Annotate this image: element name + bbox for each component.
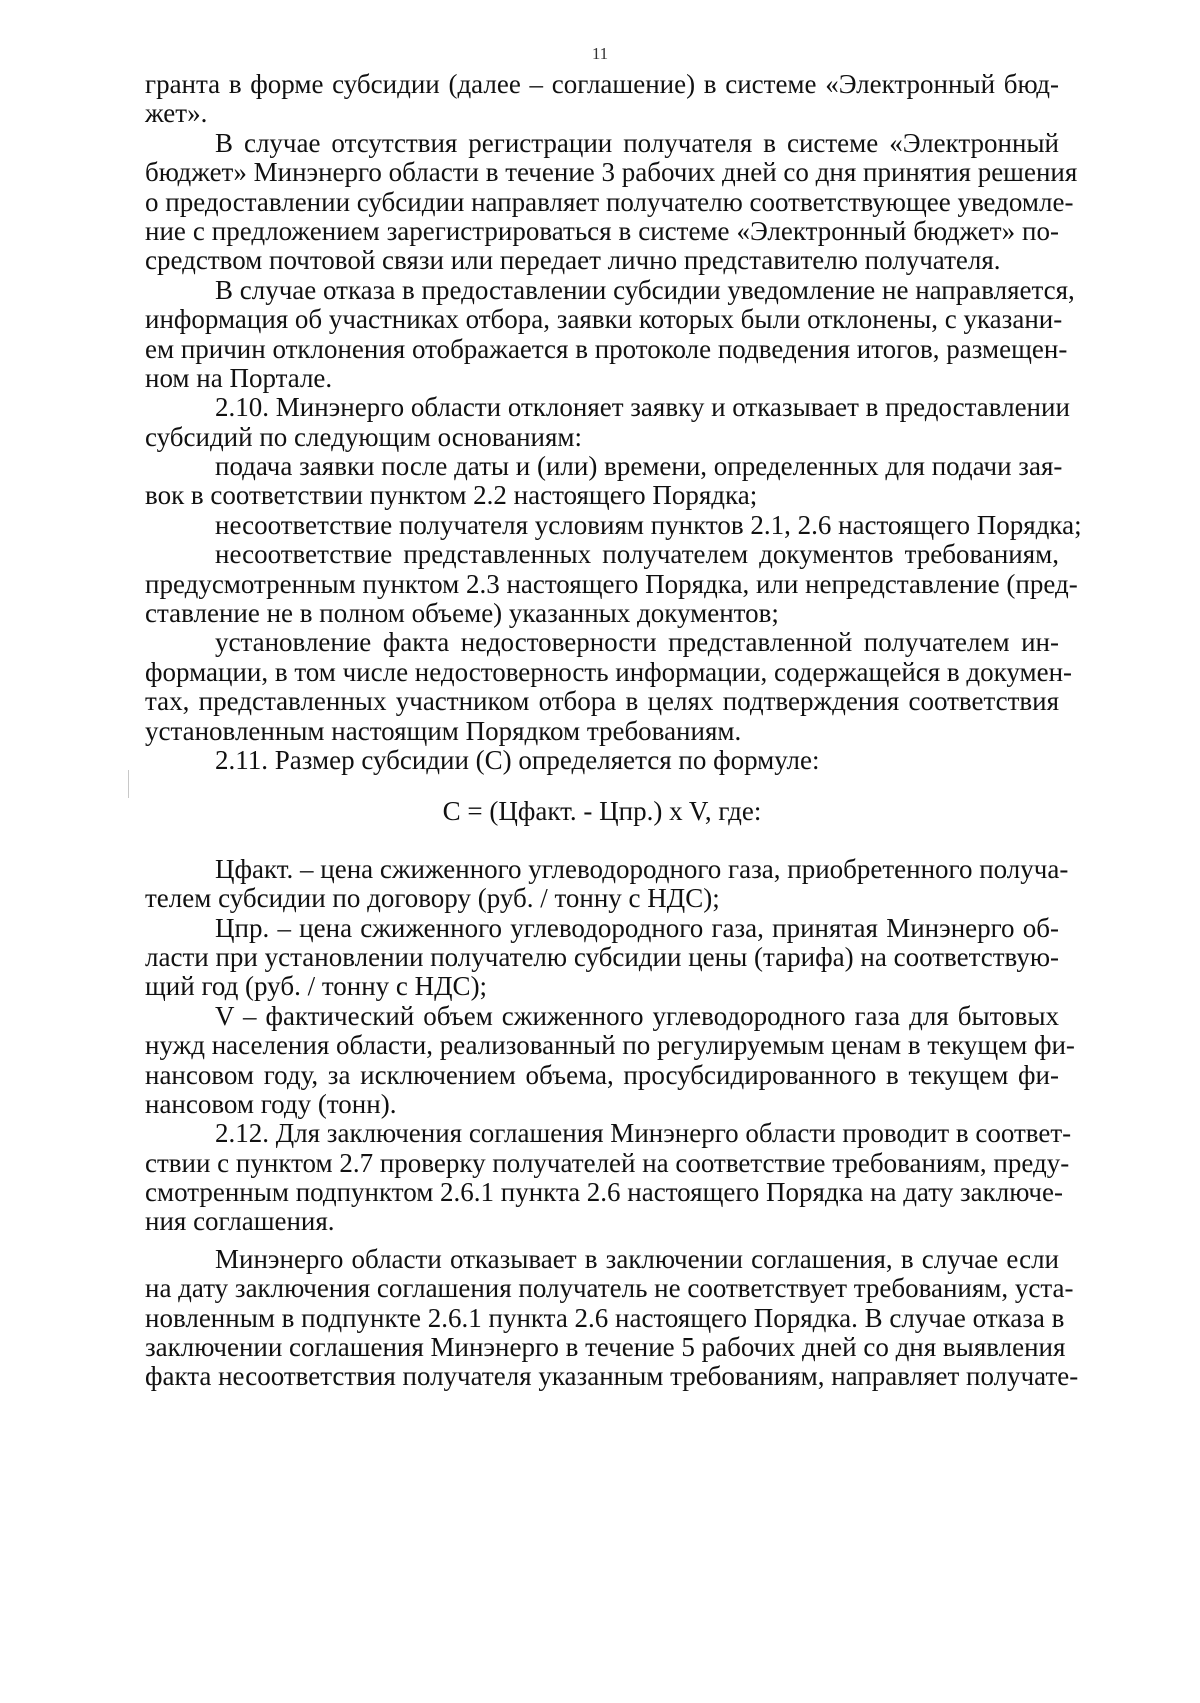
text-line: В случае отсутствия регистрации получателя в системе «Электронный bbox=[215, 127, 1059, 158]
text-line: установление факта недостоверности представленной получателем ин- bbox=[215, 627, 1059, 658]
text-line: нансовом году, за исключением объема, просубсидированного в текущем фи- bbox=[145, 1059, 1059, 1090]
text-line: В случае отказа в предоставлении субсидии уведомление не направляется, bbox=[215, 274, 1075, 305]
text-line: ем причин отклонения отображается в протоколе подведения итогов, размещен- bbox=[145, 333, 1068, 364]
text-line: вок в соответствии пунктом 2.2 настоящего Порядка; bbox=[145, 480, 758, 511]
text-line: бюджет» Минэнерго области в течение 3 рабочих дней со дня принятия решения bbox=[145, 157, 1078, 188]
text-line: телем субсидии по договору (руб. / тонну с НДС); bbox=[145, 883, 720, 914]
text-line: установленным настоящим Порядком требованиям. bbox=[145, 715, 742, 746]
text-line: на дату заключения соглашения получатель не соответствует требованиям, уста- bbox=[145, 1273, 1074, 1304]
text-line: ставление не в полном объеме) указанных документов; bbox=[145, 598, 779, 629]
text-line: нансовом году (тонн). bbox=[145, 1088, 397, 1119]
text-line: формации, в том числе недостоверность информации, содержащейся в докумен- bbox=[145, 656, 1073, 687]
text-line: ствии с пунктом 2.7 проверку получателей на соответствие требованиям, преду- bbox=[145, 1147, 1070, 1178]
text-line: ние с предложением зарегистрироваться в системе «Электронный бюджет» по- bbox=[145, 215, 1059, 246]
text-line: заключении соглашения Минэнерго в течение 5 рабочих дней со дня выявления bbox=[145, 1332, 1066, 1363]
text-line: предусмотренным пунктом 2.3 настоящего Порядка, или непредставление (пред- bbox=[145, 568, 1078, 599]
text-line: гранта в форме субсидии (далее – соглашение) в системе «Электронный бюд- bbox=[145, 69, 1059, 99]
text-line: смотренным подпунктом 2.6.1 пункта 2.6 настоящего Порядка на дату заключе- bbox=[145, 1177, 1063, 1208]
text-line: субсидий по следующим основаниям: bbox=[145, 421, 582, 452]
text-line: новленным в подпункте 2.6.1 пункта 2.6 настоящего Порядка. В случае отказа в bbox=[145, 1302, 1065, 1333]
scan-artifact bbox=[128, 770, 129, 798]
text-line: Цпр. – цена сжиженного углеводородного газа, принятая Минэнерго об- bbox=[215, 912, 1059, 943]
document-body bbox=[145, 69, 1082, 1392]
text-line: нужд населения области, реализованный по регулируемым ценам в текущем фи- bbox=[145, 1030, 1075, 1061]
text-line: информация об участниках отбора, заявки которых были отклонены, с указани- bbox=[145, 304, 1063, 335]
text-line: несоответствие представленных получателем документов требованиям, bbox=[215, 539, 1059, 570]
text-line: ния соглашения. bbox=[145, 1206, 335, 1237]
text-line: 2.10. Минэнерго области отклоняет заявку и отказывает в предоставлении bbox=[215, 392, 1070, 423]
text-line: подача заявки после даты и (или) времени, определенных для подачи зая- bbox=[215, 451, 1063, 482]
text-line: средством почтовой связи или передает лично представителю получателя. bbox=[145, 245, 1001, 276]
text-line: щий год (руб. / тонну с НДС); bbox=[145, 971, 488, 1002]
formula: С = (Цфакт. - Цпр.) x V, где: bbox=[442, 796, 762, 827]
text-line: несоответствие получателя условиям пунктов 2.1, 2.6 настоящего Порядка; bbox=[215, 509, 1082, 540]
text-line: ласти при установлении получателю субсидии цены (тарифа) на соответствую- bbox=[145, 941, 1059, 972]
text-line: жет». bbox=[145, 98, 208, 129]
text-line: Минэнерго области отказывает в заключении соглашения, в случае если bbox=[215, 1243, 1059, 1274]
text-line: ном на Портале. bbox=[145, 362, 333, 393]
text-line: V – фактический объем сжиженного углеводородного газа для бытовых bbox=[215, 1000, 1059, 1031]
text-line: факта несоответствия получателя указанным требованиям, направляет получате- bbox=[145, 1361, 1079, 1392]
text-line: тах, представленных участником отбора в целях подтверждения соответствия bbox=[145, 686, 1059, 717]
text-line: 2.11. Размер субсидии (С) определяется по формуле: bbox=[215, 744, 820, 775]
text-line: 2.12. Для заключения соглашения Минэнерго области проводит в соответ- bbox=[215, 1118, 1072, 1149]
text-line: Цфакт. – цена сжиженного углеводородного газа, приобретенного получа- bbox=[215, 853, 1069, 884]
page-number: 11 bbox=[591, 44, 609, 63]
text-line: о предоставлении субсидии направляет получателю соответствующее уведомле- bbox=[145, 186, 1074, 217]
